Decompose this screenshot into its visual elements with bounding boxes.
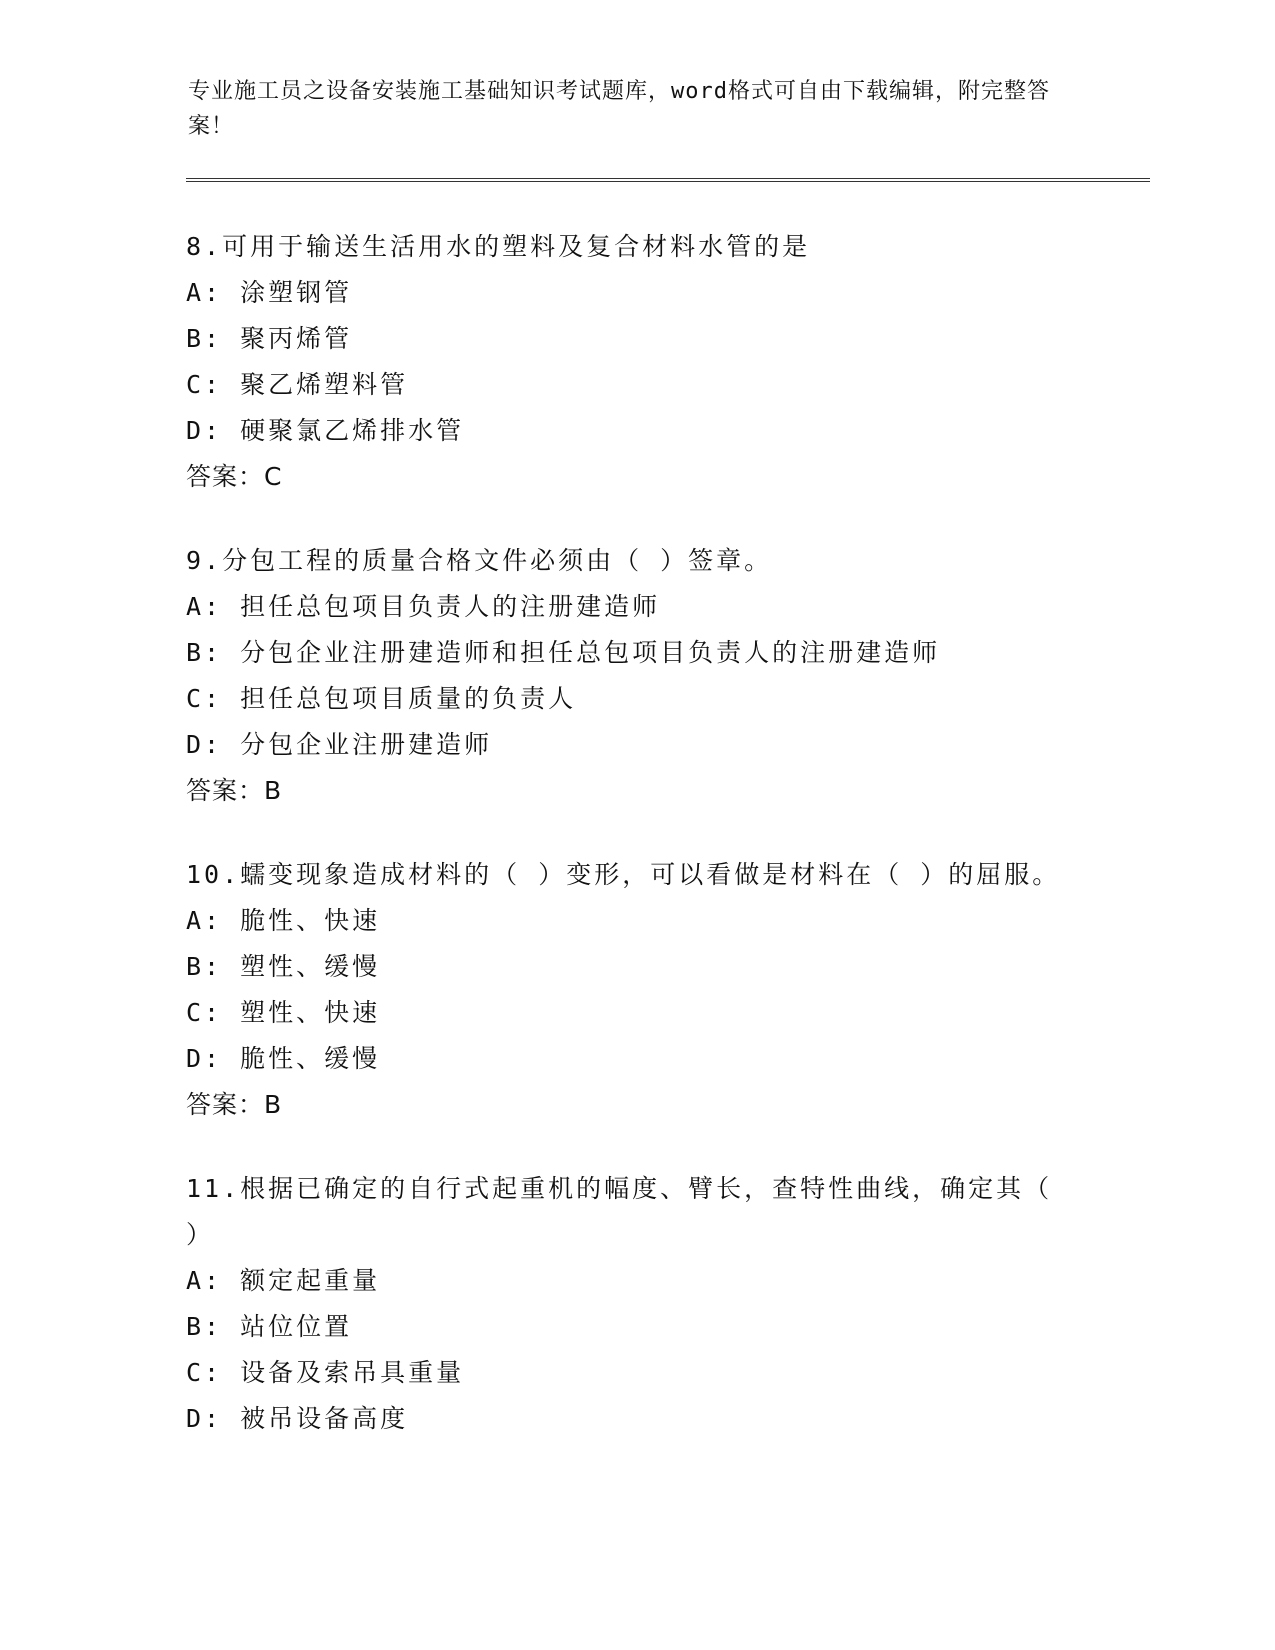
question-11 — [186, 1166, 1086, 1442]
option-b: B: 站位位置 — [186, 1312, 353, 1341]
option-a: A: 涂塑钢管 — [186, 278, 353, 307]
question-stem: 11.根据已确定的自行式起重机的幅度、臂长，查特性曲线，确定其（ — [186, 1174, 1053, 1203]
option-d: D: 硬聚氯乙烯排水管 — [186, 416, 465, 445]
option-d: D: 分包企业注册建造师 — [186, 730, 493, 759]
option-a: A: 脆性、快速 — [186, 906, 381, 935]
answer-text: 答案：C — [186, 462, 283, 491]
header-divider — [186, 178, 1150, 182]
option-a: A: 担任总包项目负责人的注册建造师 — [186, 592, 661, 621]
answer-text: 答案：B — [186, 776, 283, 805]
option-c: C: 塑性、快速 — [186, 998, 381, 1027]
answer-text: 答案：B — [186, 1090, 283, 1119]
option-b: B: 分包企业注册建造师和担任总包项目负责人的注册建造师 — [186, 638, 941, 667]
question-9 — [186, 538, 1086, 814]
option-b: B: 塑性、缓慢 — [186, 952, 381, 981]
question-stem: 10.蠕变现象造成材料的（ ）变形，可以看做是材料在（ ）的屈服。 — [186, 860, 1061, 889]
question-10 — [186, 852, 1086, 1128]
question-stem-continued: ） — [186, 1220, 215, 1249]
option-b: B: 聚丙烯管 — [186, 324, 353, 353]
question-stem: 9.分包工程的质量合格文件必须由（ ）签章。 — [186, 546, 773, 575]
option-c: C: 聚乙烯塑料管 — [186, 370, 409, 399]
option-d: D: 被吊设备高度 — [186, 1404, 409, 1433]
question-8 — [186, 224, 1086, 500]
question-stem: 8.可用于输送生活用水的塑料及复合材料水管的是 — [186, 232, 811, 261]
option-c: C: 担任总包项目质量的负责人 — [186, 684, 577, 713]
document-header-text: 专业施工员之设备安装施工基础知识考试题库，word格式可自由下载编辑，附完整答案！ — [188, 79, 1050, 139]
option-c: C: 设备及索吊具重量 — [186, 1358, 465, 1387]
option-a: A: 额定起重量 — [186, 1266, 381, 1295]
option-d: D: 脆性、缓慢 — [186, 1044, 381, 1073]
